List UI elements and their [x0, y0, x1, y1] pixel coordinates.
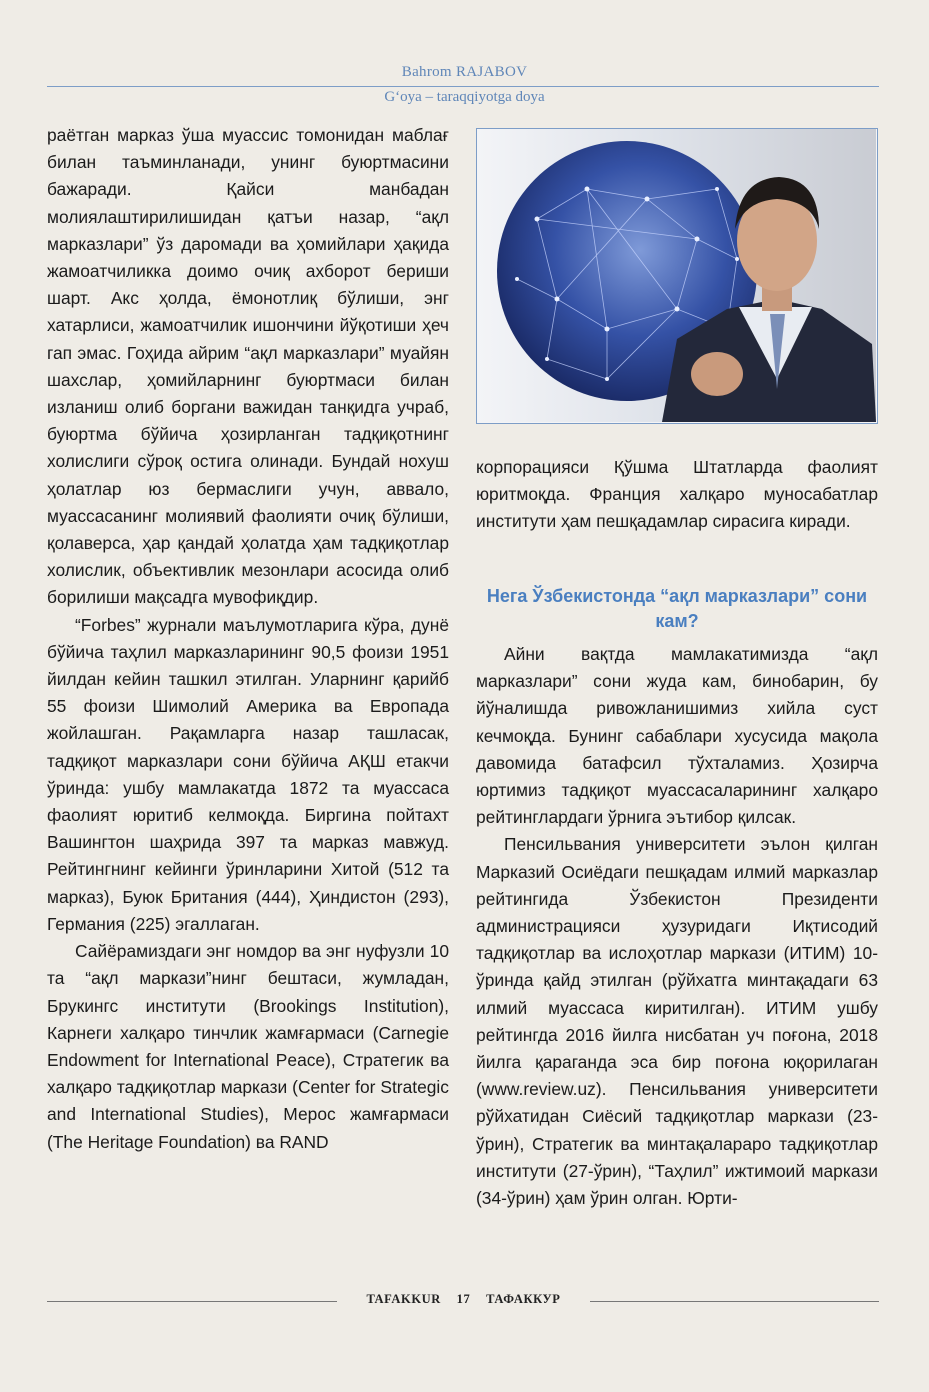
paragraph: корпорацияси Қўшма Штатларда фаолият юритмоқда. Франция халқаро муносабатлар институти ҳам пешқадамлар сирасига киради.: [476, 457, 878, 532]
paragraph: Сайёрамиздаги энг номдор ва энг нуфузли 10 та “ақл маркази”нинг бештаси, жумладан, Брукингс институти (Brookings Institution), Карнеги халқаро тинчлик жамғармаси (Carnegie Endowment for International Peace), Стратегик ва халқаро тадқиқотлар маркази (Center for Strategic and International Studies), Мерос жамғармаси (The Heritage Foundation) ва RAND: [47, 941, 449, 1152]
header-subtitle: G‘oya – taraqqiyotga doya: [384, 89, 545, 105]
paragraph: “Forbes” журнали маълумотларига кўра, дунё бўйича таҳлил марказларининг 90,5 фоизи 1951 йилдан кейин ташкил этилган. Уларнинг қарийб 55 фоизи Шимолий Америка ва Европада жойлашган. Рақамларга назар ташласак, тадқиқот марказлари сони бўйича АҚШ етакчи ўринда: ушбу мамлакатда 1872 та муассаса фаолият юритиб келмоқда. Биргина пойтахт Вашингтон шаҳрида 397 та марказ мавжуд. Рейтингнинг кейинги ўринларини Хитой (512 та марказ), Буюк Британия (444), Ҳиндистон (293), Германия (225) эгаллаган.: [47, 614, 449, 934]
footer-title-cyrillic: ТАФАККУР: [486, 1292, 561, 1306]
right-column-top: [476, 454, 878, 536]
footer-rule-right: [590, 1301, 879, 1302]
header-divider: [47, 86, 879, 87]
footer-text: [337, 1292, 590, 1307]
footer-title-latin: TAFAKKUR: [366, 1292, 441, 1306]
paragraph: Айни вақтда мамлакатимизда “ақл марказлари” сони жуда кам, бинобарин, бу йўналишда ривожланишимиз хийла суст кечмоқда. Бунинг сабаблари хусусида мақола давомида батафсил тўхталамиз. Ҳозирча юртимиз тадқиқот муассасаларининг халқаро рейтинглардаги ўрнига эътибор қилсак.: [476, 644, 878, 828]
page-footer: [0, 1292, 929, 1312]
paragraph: раётган марказ ўша муассис томонидан маблағ билан таъминланади, унинг буюртмасини бажаради. Қайси манбадан молиялаштирилишидан қатъи назар, “ақл марказлари” ўз даромади ва ҳомийлари ҳақида жамоатчиликка доимо очиқ ахборот бериши шарт. Акс ҳолда, ёмонотлиқ бўлиши, энг хатарлиси, жамоатчилик ишончини йўқотиши ҳеч гап эмас. Гоҳида айрим “ақл марказлари” муайян шахслар, ҳомийларнинг буюртмаси билан изланиш олиб боргани важидан танқидга учраб, буюртма бўйича ҳозирланган тадқиқотнинг холислиги сўроқ остига олинади. Бундай нохуш ҳолатлар юз бермаслиги учун, аввало, муассасанинг молиявий фаолияти очиқ бўлиши, қолаверса, ҳар қандай ҳолатда ҳам тадқиқотлар холислик, объективлик мезонлари асосида олиб борилиши мақсадга мувофиқдир.: [47, 125, 449, 608]
page-number: 17: [456, 1292, 471, 1306]
footer-rule-left: [47, 1301, 337, 1302]
header-author: Bahrom RAJABOV: [401, 64, 528, 80]
article-photo: [476, 128, 878, 424]
paragraph: Пенсильвания университети эълон қилган Марказий Осиёдаги пешқадам илмий марказлар рейтингида Ўзбекистон Президенти администрацияси ҳузуридаги Иқтисодий тадқиқотлар ва ислоҳотлар маркази (ИТИМ) 10-ўринда қайд этилган (рўйхатга минтақадаги 63 илмий муассаса киритилган). ИТИМ ушбу рейтингда 2016 йилга нисбатан уч поғона, 2018 йилга қараганда эса бир поғона юқорилаган (www.review.uz). Пенсильвания университети рўйхатидан Сиёсий тадқиқотлар маркази (23-ўрин), Стратегик ва минтақалараро тадқиқотлар институти (27-ўрин), “Таҳлил” ижтимоий маркази (34-ўрин) ҳам ўрин олган. Юрти-: [476, 834, 878, 1209]
left-column: [47, 122, 449, 1156]
portrait-illustration: [477, 129, 876, 422]
right-column-bottom: [476, 641, 878, 1212]
section-heading: Нега Ўзбекистонда “ақл марказлари” сони кам?: [486, 586, 868, 631]
